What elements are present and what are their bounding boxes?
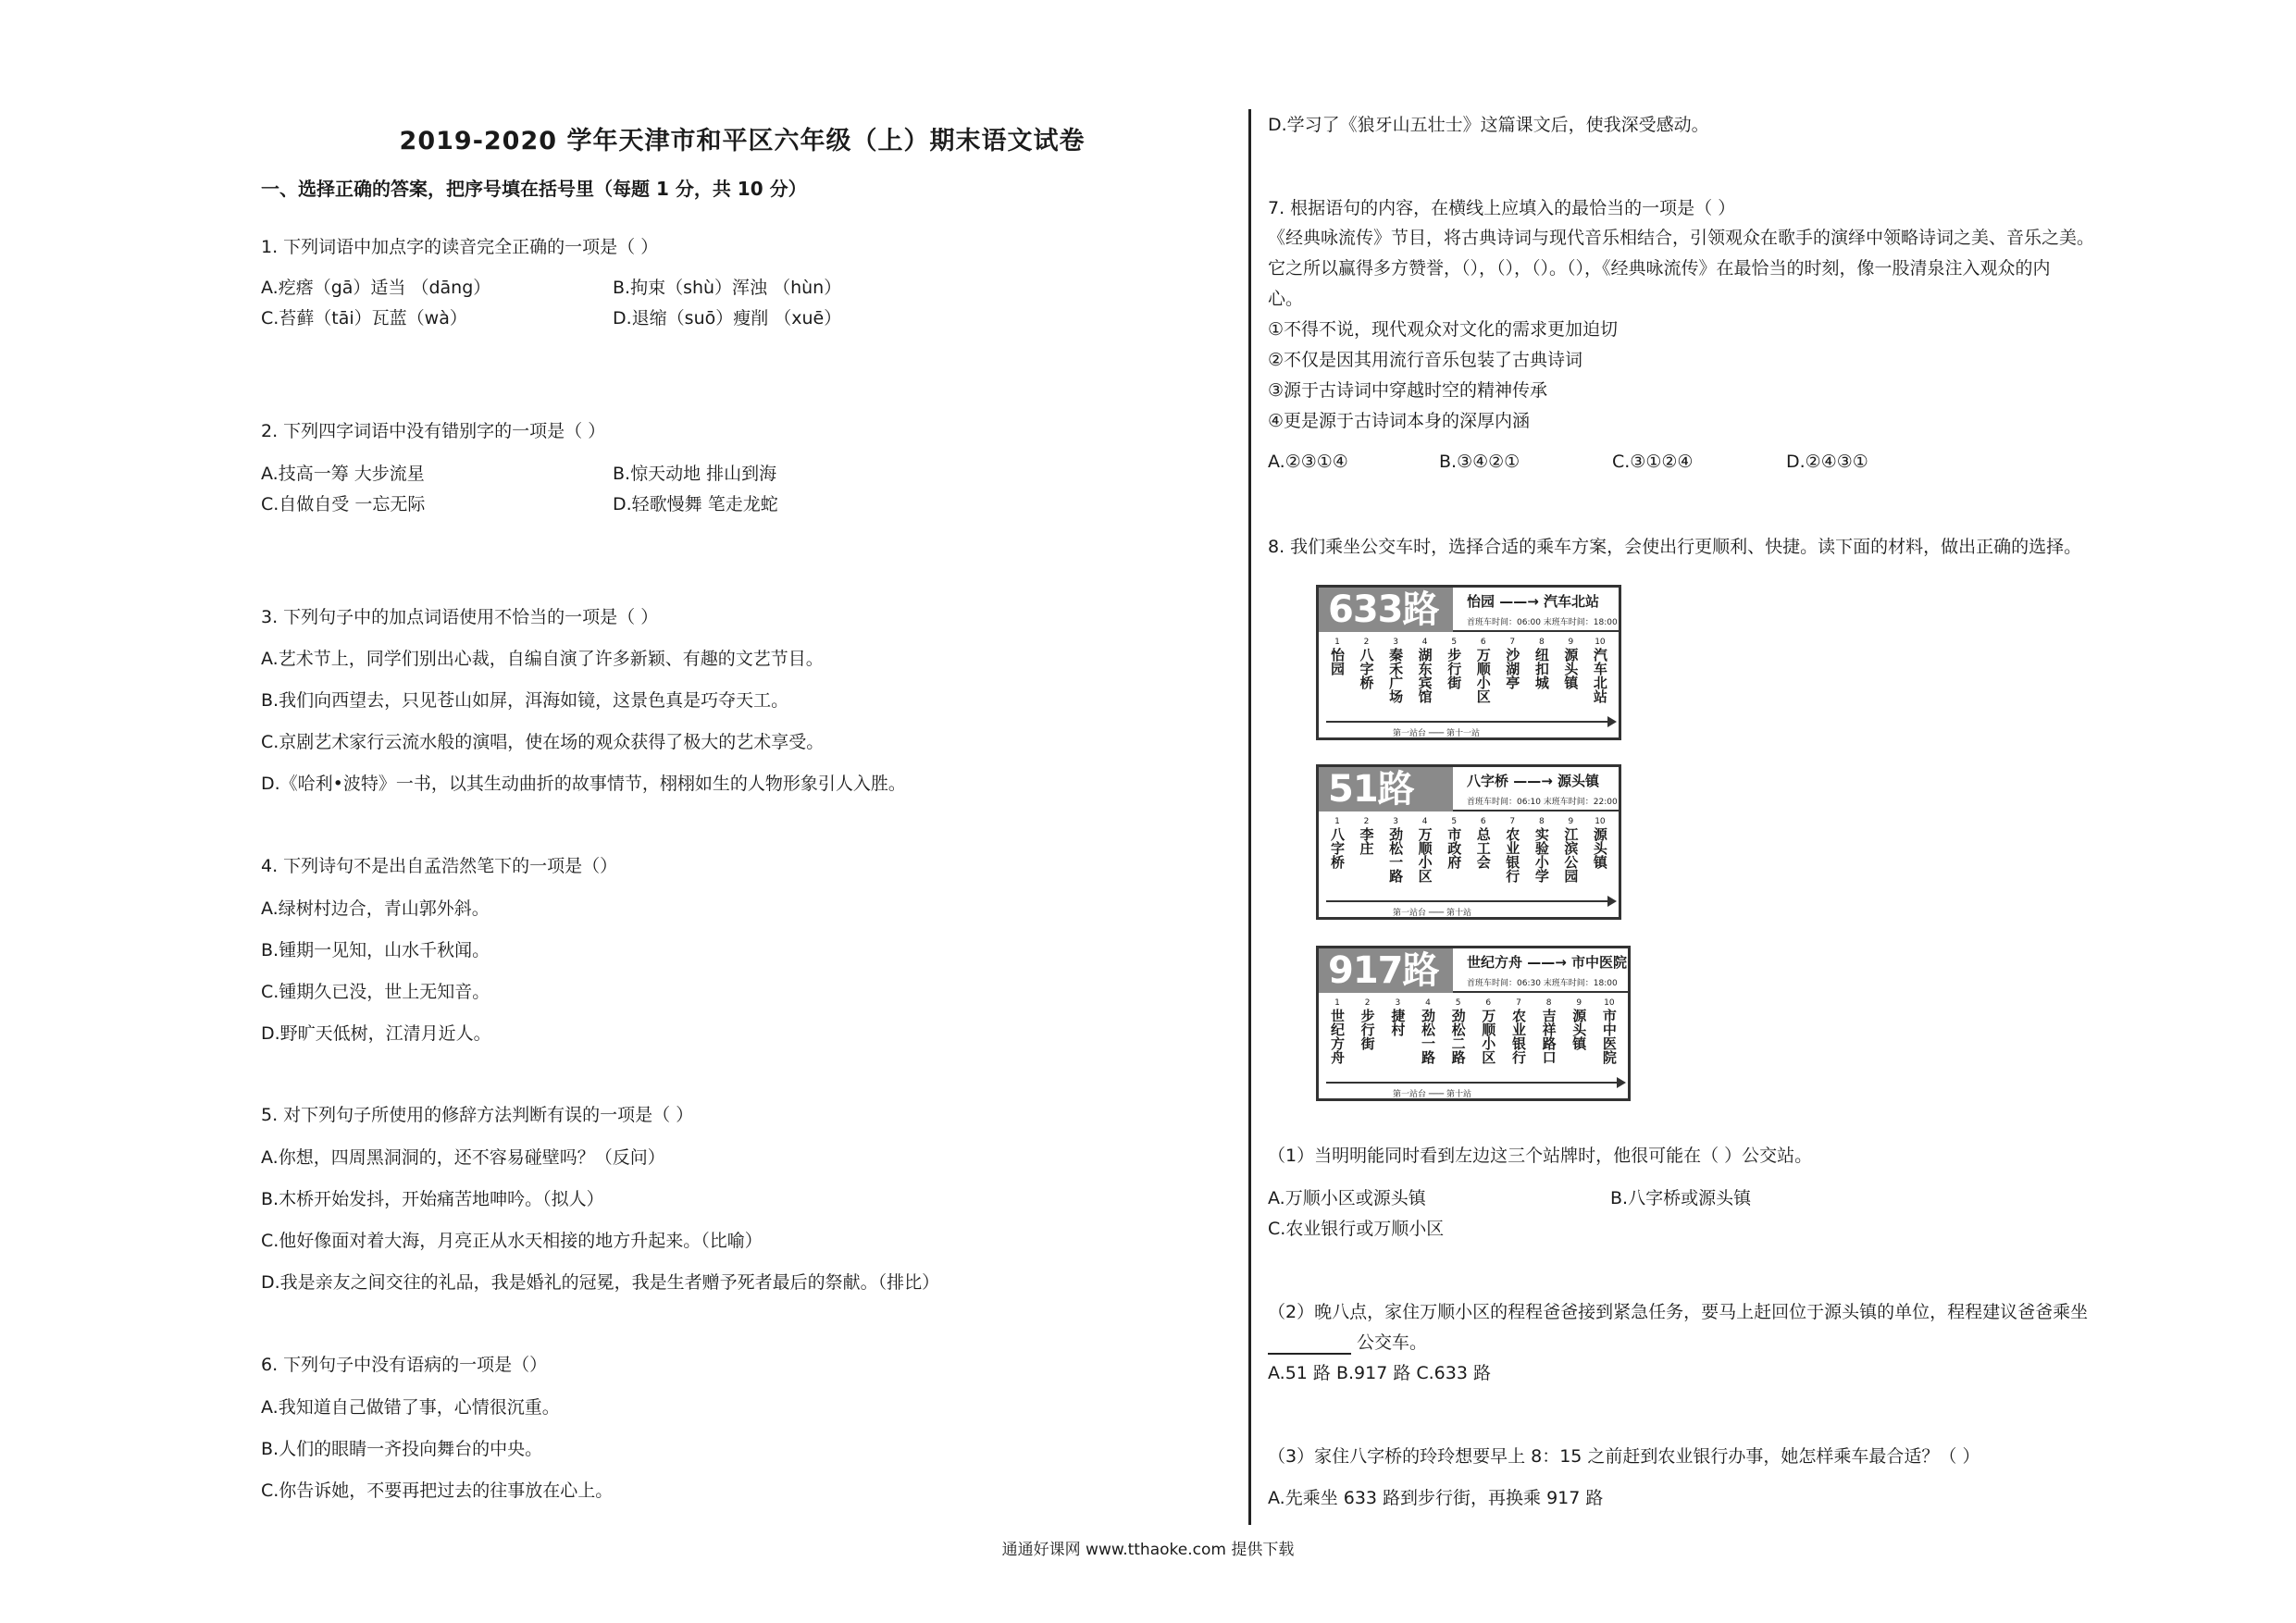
bus-stop: 7 农业银行 [1509,998,1527,1064]
bus-route: 世纪方舟 ——→ 市中医院 [1467,954,1628,971]
bus-stop: 4 万顺小区 [1416,817,1433,883]
bus-route: 怡园 ——→ 汽车北站 [1467,593,1600,610]
q4-option-c: C.锺期久已没，世上无知音。 [261,982,490,1002]
answer-blank [1268,1336,1351,1355]
q7-passage-line-3: 心。 [1268,289,1304,309]
q7-sentence-4: ④更是源于古诗词本身的深厚内涵 [1268,411,1531,431]
bus-stop: 5 步行街 [1446,638,1463,689]
page-title: 2019-2020 学年天津市和平区六年级（上）期末语文试卷 [399,127,1086,155]
direction-arrow [1326,900,1609,902]
bus-stop: 6 万顺小区 [1474,638,1492,703]
q1-option-d: D.退缩（suō）瘦削 （xuē） [613,308,842,328]
direction-arrow [1326,1082,1619,1084]
q7-passage-line-1: 《经典咏流传》节目，将古典诗词与现代音乐相结合，引领观众在歌手的演绎中领略诗词之美、音乐之美。 [1268,228,2095,248]
q2-option-a: A.技高一筹 大步流星 [261,464,425,484]
q3-option-c: C.京剧艺术家行云流水般的演唱，使在场的观众获得了极大的艺术享受。 [261,732,825,752]
q8-sub3-option-a: A.先乘坐 633 路到步行街，再换乘 917 路 [1268,1488,1604,1508]
q8-sub3-stem: （3）家住八字桥的玲玲想要早上 8：15 之前赶到农业银行办事，她怎样乘车最合适？（ ） [1268,1446,1980,1467]
bus-schedule: 首班车时间：06:10 末班车时间：22:00 [1467,798,1618,807]
q7-option-b: B.③④②① [1439,452,1520,472]
q8-sub2-stem: （2）晚八点，家住万顺小区的程程爸爸接到紧急任务，要马上赶回位于源头镇的单位，程程建议爸爸乘坐 [1268,1302,2089,1322]
bus-stop: 3 秦禾广场 [1387,638,1405,703]
bus-stop: 9 源头镇 [1562,638,1580,689]
q3-option-a: A.艺术节上，同学们别出心裁，自编自演了许多新颖、有趣的文艺节目。 [261,649,824,669]
q8-sub2-options: A.51 路 B.917 路 C.633 路 [1268,1363,1491,1383]
bus-stop: 8 吉祥路口 [1540,998,1558,1064]
q5-option-c: C.他好像面对着大海，月亮正从水天相接的地方升起来。（比喻） [261,1231,763,1251]
q6-stem: 6. 下列句子中没有语病的一项是（） [261,1355,548,1375]
bus-footer: 第一站台 ─── 第十站 [1393,909,1471,918]
q2-option-d: D.轻歌慢舞 笔走龙蛇 [613,494,778,514]
bus-stop: 2 步行街 [1359,998,1376,1050]
column-divider [1248,109,1251,1525]
q7-sentence-1: ①不得不说，现代观众对文化的需求更加迫切 [1268,319,1619,340]
bus-stop: 4 劲松一路 [1419,998,1436,1064]
bus-stop: 10 汽车北站 [1591,638,1608,703]
q6-option-c: C.你告诉她，不要再把过去的往事放在心上。 [261,1481,614,1501]
q5-option-a: A.你想，四周黑洞洞的，还不容易碰壁吗？（反问） [261,1147,665,1168]
bus-stop: 1 怡园 [1329,638,1346,675]
bus-stop: 2 李庄 [1358,817,1375,855]
bus-footer: 第一站台 ─── 第十站 [1393,1090,1471,1099]
bus-stop: 1 世纪方舟 [1329,998,1346,1064]
bus-stop: 2 八字桥 [1358,638,1375,689]
bus-stop: 9 源头镇 [1570,998,1588,1050]
q6-option-a: A.我知道自己做错了事，心情很沉重。 [261,1397,560,1418]
bus-schedule: 首班车时间：06:00 末班车时间：18:00 [1467,618,1618,627]
direction-arrow [1326,721,1609,723]
q2-option-b: B.惊天动地 排山到海 [613,464,777,484]
q1-option-b: B.拘束（shù）浑浊 （hùn） [613,278,842,298]
q5-stem: 5. 对下列句子所使用的修辞方法判断有误的一项是（ ） [261,1105,694,1125]
q7-option-a: A.②③①④ [1268,452,1348,472]
q6-option-b: B.人们的眼睛一齐投向舞台的中央。 [261,1439,543,1459]
q4-stem: 4. 下列诗句不是出自孟浩然笔下的一项是（） [261,856,618,876]
bus-stop: 5 劲松二路 [1449,998,1467,1064]
bus-stop: 4 湖东宾馆 [1416,638,1433,703]
q5-option-d: D.我是亲友之间交往的礼品，我是婚礼的冠冕，我是生者赠予死者最后的祭献。（排比） [261,1272,940,1293]
bus-schedule: 首班车时间：06:30 末班车时间：18:00 [1467,979,1618,988]
bus-number: 51路 [1319,767,1453,812]
q8-sub1-option-a: A.万顺小区或源头镇 [1268,1188,1426,1208]
q2-option-c: C.自做自受 一忘无际 [261,494,426,514]
q4-option-b: B.锺期一见知，山水千秋闻。 [261,940,490,960]
q3-stem: 3. 下列句子中的加点词语使用不恰当的一项是（ ） [261,607,659,627]
q7-option-c: C.③①②④ [1612,452,1694,472]
q3-option-b: B.我们向西望去，只见苍山如屏，洱海如镜，这景色真是巧夺天工。 [261,690,789,711]
bus-stop: 3 劲松一路 [1387,817,1405,883]
q1-option-a: A.疙瘩（gā）适当 （dāng） [261,278,491,298]
bus-stop: 6 万顺小区 [1480,998,1497,1064]
bus-sign-917 [1316,946,1631,1101]
q1-option-c: C.苔藓（tāi）瓦蓝（wà） [261,308,467,328]
q5-option-b: B.木桥开始发抖，开始痛苦地呻吟。（拟人） [261,1189,604,1209]
q7-sentence-3: ③源于古诗词中穿越时空的精神传承 [1268,380,1548,401]
page-footer: 通通好课网 www.tthaoke.com 提供下载 [1001,1541,1295,1559]
bus-stop: 10 源头镇 [1591,817,1608,869]
bus-number: 917路 [1319,948,1453,993]
bus-stop: 10 市中医院 [1600,998,1618,1064]
bus-stop: 7 沙湖亭 [1504,638,1521,689]
q1-stem: 1. 下列词语中加点字的读音完全正确的一项是（ ） [261,237,659,257]
q7-passage-line-2: 它之所以赢得多方赞誉，（），（），（）。（），《经典咏流传》在最恰当的时刻，像一股清泉注入观众的内 [1268,258,2051,279]
q3-option-d: D.《哈利•波特》一书，以其生动曲折的故事情节，栩栩如生的人物形象引人入胜。 [261,774,906,794]
bus-stop: 5 市政府 [1446,817,1463,869]
bus-stop: 7 农业银行 [1504,817,1521,883]
q8-stem: 8. 我们乘坐公交车时，选择合适的乘车方案，会使出行更顺利、快捷。读下面的材料，做出正确的选择。 [1268,537,2082,557]
bus-stop: 1 八字桥 [1329,817,1346,869]
bus-footer: 第一站台 ─── 第十一站 [1393,729,1480,738]
q4-option-a: A.绿树村边合，青山郭外斜。 [261,898,490,919]
bus-stop: 3 捷村 [1389,998,1407,1036]
bus-stop: 8 纽扣城 [1533,638,1550,689]
q8-sub1-stem: （1）当明明能同时看到左边这三个站牌时，他很可能在（ ）公交站。 [1268,1146,1813,1166]
q4-option-d: D.野旷天低树，江清月近人。 [261,1023,491,1044]
section-heading: 一、选择正确的答案，把序号填在括号里（每题 1 分，共 10 分） [261,178,807,200]
bus-route: 八字桥 ——→ 源头镇 [1467,773,1600,789]
q8-sub1-option-c: C.农业银行或万顺小区 [1268,1219,1445,1239]
q7-option-d: D.②④③① [1786,452,1868,472]
bus-number: 633路 [1319,588,1453,632]
bus-sign-633 [1316,585,1621,740]
bus-stop: 8 实验小学 [1533,817,1550,883]
q2-stem: 2. 下列四字词语中没有错别字的一项是（ ） [261,421,606,441]
q8-sub1-option-b: B.八字桥或源头镇 [1610,1188,1752,1208]
q8-sub2-blank-line: 公交车。 [1268,1331,1427,1355]
q7-stem: 7. 根据语句的内容，在横线上应填入的最恰当的一项是（ ） [1268,198,1736,218]
bus-stop: 6 总工会 [1474,817,1492,869]
q7-sentence-2: ②不仅是因其用流行音乐包装了古典诗词 [1268,350,1583,370]
bus-sign-51 [1316,764,1621,920]
q6-option-d: D.学习了《狼牙山五壮士》这篇课文后，使我深受感动。 [1268,115,1709,135]
bus-stop: 9 江滨公园 [1562,817,1580,883]
